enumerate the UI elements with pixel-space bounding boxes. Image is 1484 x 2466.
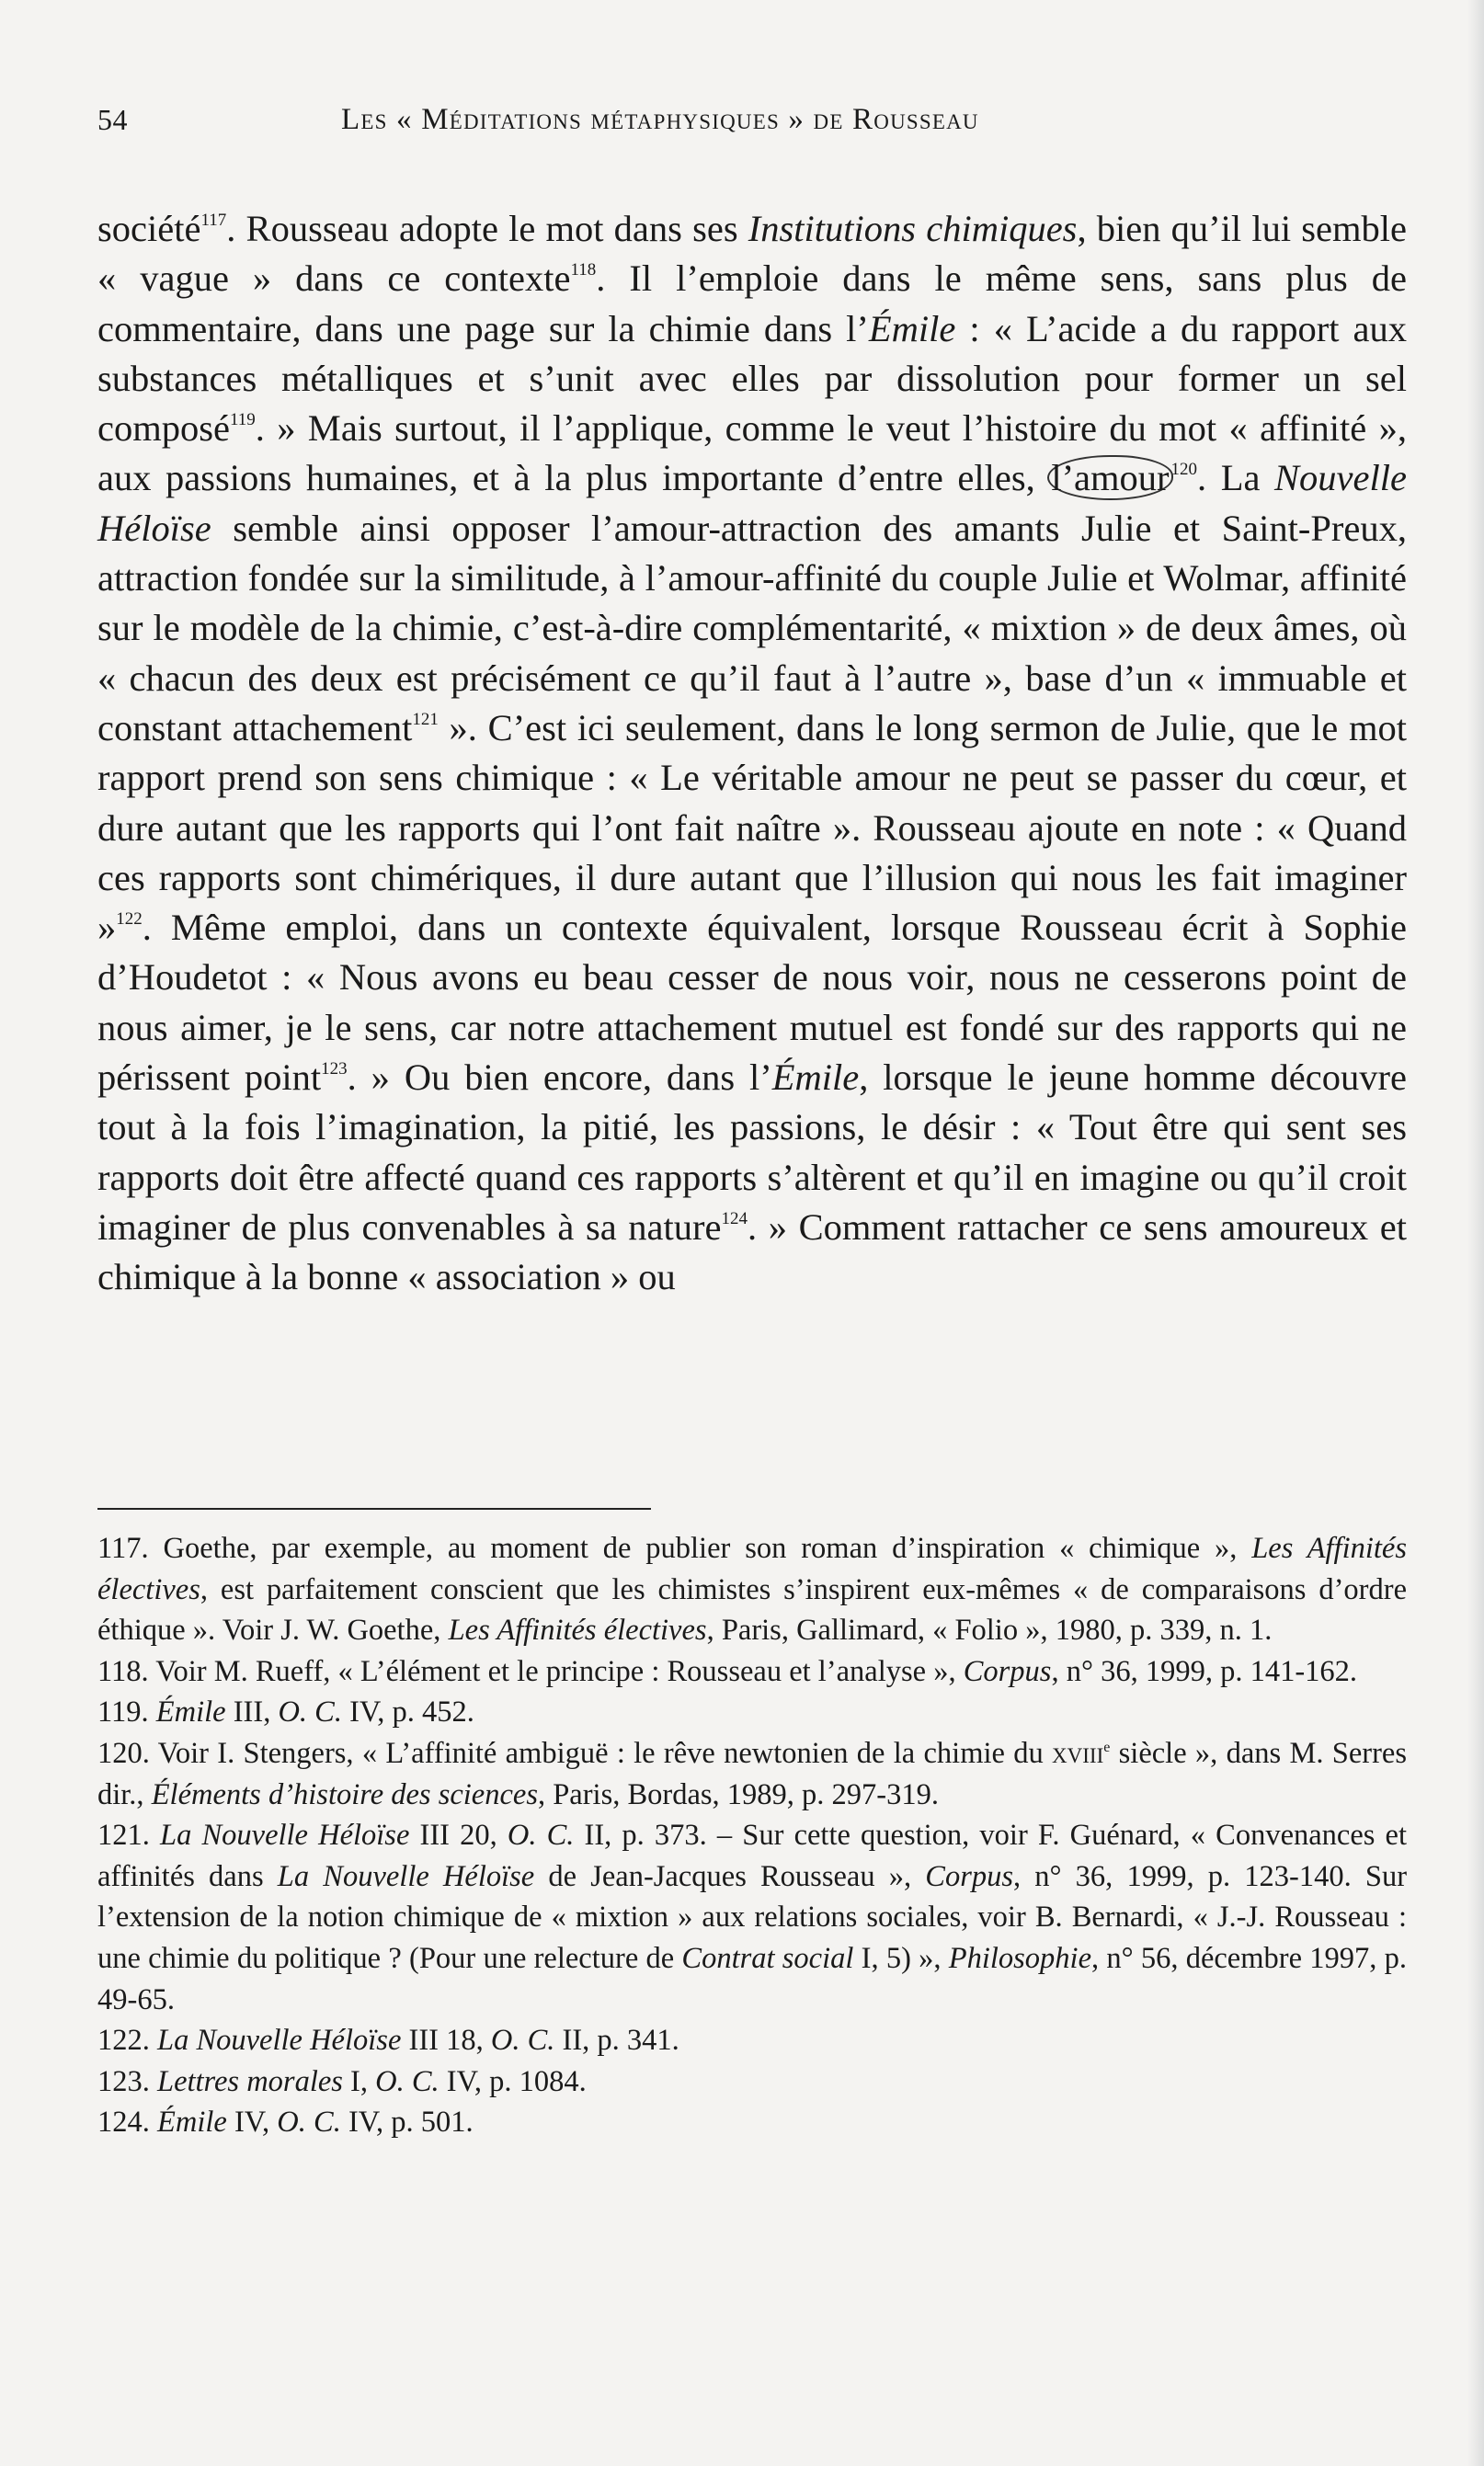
italic-title: La Nouvelle Héloïse: [277, 1859, 535, 1893]
italic-title: Corpus: [963, 1654, 1052, 1688]
footnote-124: [97, 2102, 1407, 2143]
italic-title: Lettres morales: [157, 2064, 343, 2098]
text-run: II, p. 341.: [554, 2024, 679, 2058]
text-run: . Rousseau adopte le mot dans ses: [226, 208, 748, 249]
italic-title: La Nouvelle Héloïse: [157, 2024, 402, 2058]
footnote-ref-121[interactable]: 121: [412, 709, 439, 729]
footnote-ref-120[interactable]: 120: [1170, 460, 1198, 480]
text-run: , Paris, Gallimard, « Folio », 1980, p. 339, n. 1.: [706, 1614, 1273, 1648]
footnote-ref-124[interactable]: 124: [721, 1208, 748, 1228]
text-run: de Jean-Jacques Rousseau »,: [534, 1859, 926, 1893]
text-run: , n° 36, 1999, p. 141-162.: [1051, 1654, 1358, 1688]
footnote-118: [97, 1651, 1407, 1693]
footnote-122: [97, 2020, 1407, 2061]
footnotes: [97, 1528, 1407, 2143]
italic-title: O. C.: [490, 2024, 555, 2058]
footnote-ref-119[interactable]: 119: [229, 410, 256, 430]
footnote-ref-118[interactable]: 118: [570, 260, 597, 280]
running-title: Les « Méditations métaphysiques » de Rousseau: [341, 103, 979, 136]
text-run: : « L’acide a du rapport aux substances métalliques et s’unit avec elles par dissolution pour former un sel composé: [97, 307, 1408, 450]
body-text: [97, 204, 1407, 1303]
italic-title: O. C.: [277, 2106, 341, 2140]
page-header: [97, 103, 1371, 149]
text-run: ». C’est ici seulement, dans le long sermon de Julie, que le mot rapport prend son sens chimique : « Le véritable amour ne peut se passer du cœur, et dure autant que les rapports qui l’ont fait naître ». Rousseau ajoute en note : « Quand ces rapports sont chimériques, il dure autant que l’illusion qui nous les fait imaginer »: [97, 706, 1407, 949]
text-run: 118. Voir M. Rueff, « L’élément et le principe : Rousseau et l’analyse »,: [97, 1654, 964, 1688]
italic-title: Les Affinités électives: [97, 1532, 1407, 1606]
text-run: . » Mais surtout, il l’applique, comme le veut l’histoire du mot « affinité », aux passions humaines, et à la plus importante d’entre elles,: [97, 407, 1407, 499]
footnote-ref-122[interactable]: 122: [116, 909, 143, 930]
text-run: , lorsque le jeune homme découvre tout à la fois l’imagination, la pitié, les passions, le désir : « Tout être qui sent ses rapports doit être affecté quand ces rapports s’altèrent et qu’il en imagine ou qu’il croit imaginer de plus convenables à sa nature: [97, 1056, 1407, 1248]
italic-title: Émile: [157, 2106, 227, 2140]
text-run: 120. Voir I. Stengers, « L’affinité ambiguë : le rêve newtonien de la chimie du: [97, 1736, 1053, 1770]
century-suffix: e: [1103, 1739, 1111, 1755]
text-run: semble ainsi opposer l’amour-attraction des amants Julie et Saint-Preux, attraction fondée sur la similitude, à l’amour-affinité du couple Julie et Wolmar, affinité sur le modèle de la chimie, c’est-à-dire complémentarité, « mixtion » de deux âmes, où « chacun des deux est précisément ce qu’il faut à l’autre », base d’un « immuable et constant attachement: [97, 507, 1407, 748]
text-run: siècle », dans M. Serres dir.,: [97, 1736, 1408, 1811]
circled-word: l’amour: [1047, 455, 1172, 500]
text-run: . La: [1197, 457, 1275, 499]
text-run: 124.: [97, 2106, 157, 2140]
italic-title: O. C.: [278, 1695, 342, 1730]
text-run: 123.: [97, 2064, 157, 2098]
page-edge-shadow: [1467, 0, 1484, 2466]
page-number: 54: [97, 103, 128, 136]
text-run: 122.: [97, 2024, 157, 2058]
text-run: IV,: [226, 2106, 278, 2140]
footnote-120: [97, 1733, 1407, 1815]
text-run: IV, p. 452.: [341, 1695, 474, 1730]
text-run: . Il l’emploie dans le même sens, sans plus de commentaire, dans une page sur la chimie dans l’: [97, 257, 1407, 349]
italic-title: La Nouvelle Héloïse: [160, 1819, 410, 1853]
italic-title: Émile: [771, 1056, 860, 1099]
text-run: , n° 36, 1999, p. 123-140. Sur l’extension de la notion chimique de « mixtion » aux relations sociales, voir B. Bernardi, « J.-J. Rousseau : une chimie du politique ? (Pour une relecture de: [97, 1859, 1408, 1975]
italic-title: O. C.: [507, 1819, 575, 1853]
footnote-123: [97, 2061, 1407, 2103]
italic-title: Corpus: [925, 1859, 1013, 1893]
text-run: , est parfaitement conscient que les chimistes s’inspirent eux-mêmes « de comparaisons d’ordre éthique ». Voir J. W. Goethe,: [97, 1572, 1407, 1648]
text-run: 117. Goethe, par exemple, au moment de publier son roman d’inspiration « chimique »,: [97, 1532, 1252, 1565]
body-paragraph: [97, 204, 1407, 1303]
text-run: , bien qu’il lui semble « vague » dans ce contexte: [97, 208, 1407, 300]
footnote-119: [97, 1692, 1407, 1733]
text-run: , n° 56, décembre 1997, p. 49-65.: [97, 1941, 1407, 2016]
italic-title: O. C.: [375, 2064, 439, 2098]
text-run: , Paris, Bordas, 1989, p. 297-319.: [537, 1777, 939, 1811]
text-run: société: [97, 208, 201, 249]
footnote-117: [97, 1528, 1407, 1651]
footnote-ref-117[interactable]: 117: [200, 211, 227, 230]
text-run: . » Comment rattacher ce sens amoureux et chimique à la bonne « association » ou: [97, 1205, 1407, 1298]
text-run: I, 5) »,: [853, 1941, 949, 1975]
italic-title: Institutions chimiques: [748, 208, 1078, 249]
italic-title: Éléments d’histoire des sciences: [151, 1777, 538, 1811]
footnote-ref-123[interactable]: 123: [321, 1059, 348, 1079]
text-run: IV, p. 501.: [340, 2106, 474, 2140]
text-run: I,: [342, 2064, 376, 2098]
text-run: . » Ou bien encore, dans l’: [347, 1056, 772, 1099]
text-run: 121.: [97, 1819, 161, 1853]
italic-title: Émile: [155, 1695, 226, 1730]
text-run: III 20,: [409, 1819, 508, 1853]
footnote-121: [97, 1815, 1407, 2020]
italic-title: Nouvelle Héloïse: [97, 457, 1407, 549]
text-run: 119.: [97, 1695, 156, 1730]
italic-title: Les Affinités électives: [448, 1614, 707, 1648]
text-run: . Même emploi, dans un contexte équivalent, lorsque Rousseau écrit à Sophie d’Houdetot : « Nous avons eu beau cesser de nous voir, nous ne cesserons point de nous aimer, je le sens, car notre attachement mutuel est fondé sur des rapports qui ne périssent point: [97, 907, 1407, 1099]
italic-title: Émile: [868, 307, 956, 349]
text-run: II, p. 373. – Sur cette question, voir F. Guénard, « Convenances et affinités dans: [97, 1819, 1408, 1893]
text-run: III 18,: [401, 2024, 491, 2058]
century-numeral: xviii: [1052, 1736, 1104, 1770]
italic-title: Contrat social: [681, 1941, 854, 1975]
text-run: IV, p. 1084.: [439, 2064, 587, 2098]
text-run: III,: [225, 1695, 279, 1730]
italic-title: Philosophie: [948, 1941, 1091, 1975]
footnote-separator: [97, 1508, 651, 1510]
